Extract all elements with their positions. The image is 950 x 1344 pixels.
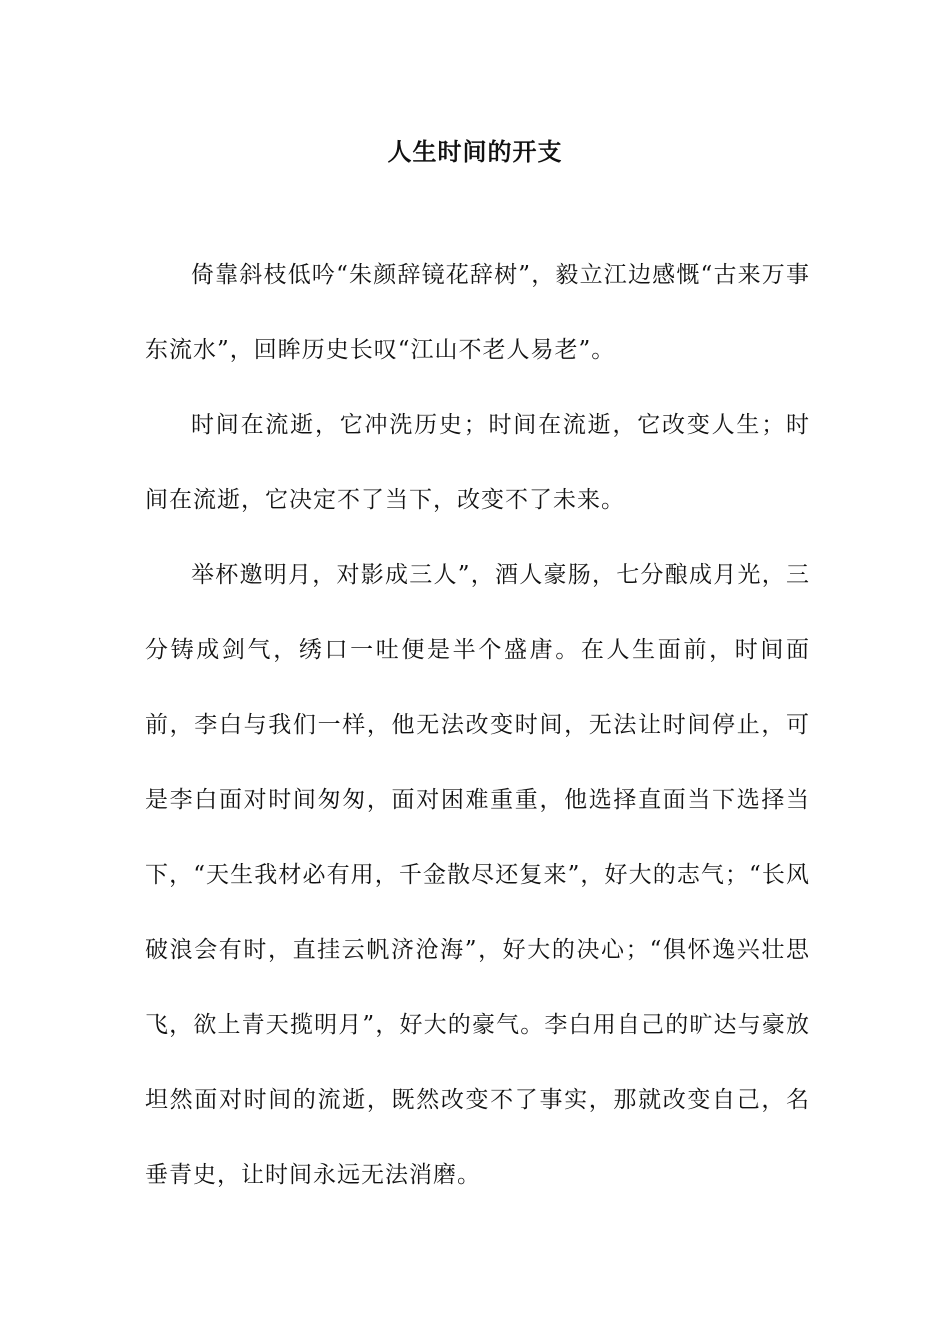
document-title: 人生时间的开支 <box>387 138 563 166</box>
paragraph-2: 时间在流逝，它冲洗历史；时间在流逝，它改变人生；时间在流逝，它决定不了当下，改变不了未来。 <box>145 412 810 513</box>
paragraph-3: 举杯邀明月，对影成三人”，酒人豪肠，七分酿成月光，三分铸成剑气，绣口一吐便是半个盛唐。在人生面前，时间面前，李白与我们一样，他无法改变时间，无法让时间停止，可是李白面对时间匆匆，面对困难重重，他选择直面当下选择当下，“天生我材必有用，千金散尽还复来”，好大的志气；“长风破浪会有时，直挂云帆济沧海”，好大的决心；“俱怀逸兴壮思飞，欲上青天揽明月”，好大的豪气。李白用自己的旷达与豪放坦然面对时间的流逝，既然改变不了事实，那就改变自己，名垂青史，让时间永远无法消磨。 <box>145 562 810 1188</box>
document-body <box>145 238 810 1213</box>
paragraph-1: 倚靠斜枝低吟“朱颜辞镜花辞树”，毅立江边感慨“古来万事东流水”，回眸历史长叹“江山不老人易老”。 <box>145 262 810 363</box>
